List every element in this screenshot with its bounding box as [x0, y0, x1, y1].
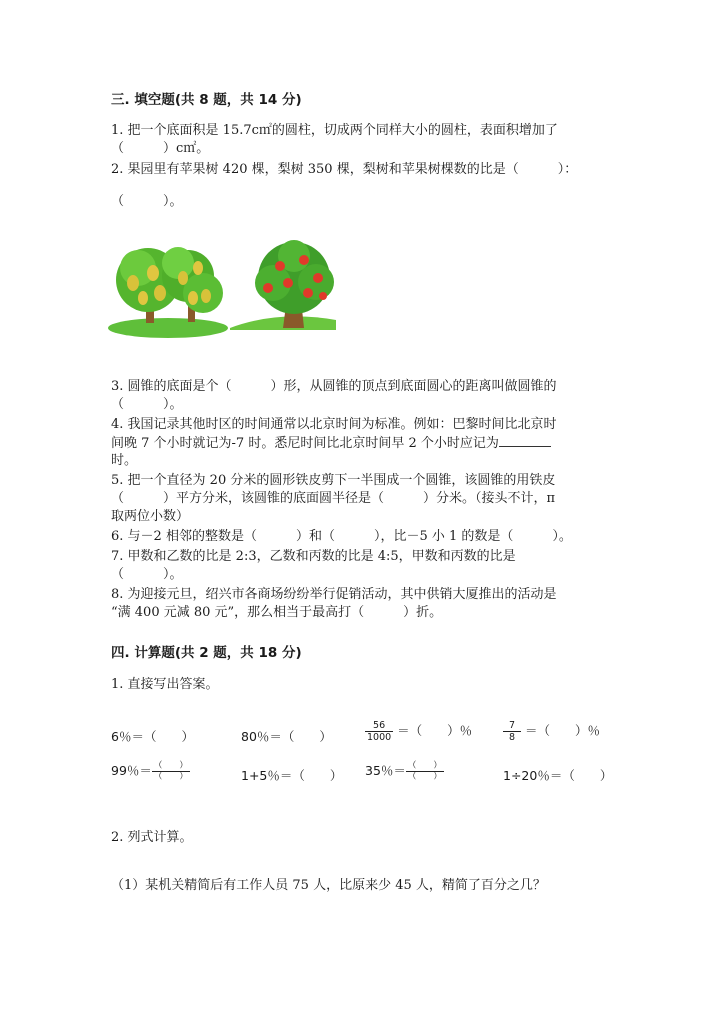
fraction	[152, 761, 190, 782]
q4-line1: 4. 我国记录其他时区的时间通常以北京时间为标准。例如：巴黎时间比北京时	[111, 417, 557, 432]
q4-line3: 时。	[111, 453, 138, 468]
answer-blank	[499, 434, 551, 447]
fraction-denominator: 8	[509, 732, 516, 743]
fraction	[406, 761, 444, 782]
calc-item-6: 1+5％＝（ ）	[241, 768, 343, 783]
q1-line2: （ ）c㎡。	[111, 141, 210, 156]
apple-tree-image	[230, 240, 336, 330]
calc-item-1: 6％＝（ ）	[111, 729, 194, 744]
calc-item-7	[365, 761, 444, 782]
q1-line1: 1. 把一个底面积是 15.7c㎡的圆柱，切成两个同样大小的圆柱，表面积增加了	[111, 123, 558, 138]
q5-line2: （ ）平方分米，该圆锥的底面圆半径是（ ）分米。（接头不计，π	[111, 491, 556, 506]
calc-q2-title: 2. 列式计算。	[111, 830, 193, 845]
q2-line1: 2. 果园里有苹果树 420 棵，梨树 350 棵，梨树和苹果树棵数的比是（ ）：	[111, 162, 578, 177]
q4-line2-wrap	[111, 434, 551, 453]
calc-q1-title: 1. 直接写出答案。	[111, 677, 219, 692]
calc-item-5	[111, 761, 190, 782]
q2-line2: （ ）。	[111, 194, 183, 209]
q8-line2: “满 400 元减 80 元”，那么相当于最高打（ ）折。	[111, 605, 443, 620]
q8-line1: 8. 为迎接元旦，绍兴市各商场纷纷举行促销活动，其中供销大厦推出的活动是	[111, 587, 557, 602]
q6-line1: 6. 与－2 相邻的整数是（ ）和（ ），比－5 小 1 的数是（ ）。	[111, 529, 572, 544]
calc-item-5-pre: 99％＝	[111, 763, 152, 778]
fraction-denominator: （ ）	[407, 772, 442, 782]
section-3-title: 三. 填空题(共 8 题，共 14 分)	[111, 92, 302, 108]
fraction-numerator: 56	[365, 720, 393, 732]
fraction-numerator: （ ）	[153, 761, 188, 771]
q7-line2: （ ）。	[111, 567, 183, 582]
fraction-denominator: 1000	[367, 732, 392, 743]
q3-line2: （ ）。	[111, 397, 183, 412]
q5-line1: 5. 把一个直径为 20 分米的圆形铁皮剪下一半围成一个圆锥，该圆锥的用铁皮	[111, 473, 556, 488]
q5-line3: 取两位小数）	[111, 509, 190, 524]
calc-item-2: 80％＝（ ）	[241, 729, 332, 744]
fraction-numerator: 7	[503, 720, 521, 732]
calc-item-8: 1÷20％＝（ ）	[503, 768, 613, 783]
pear-trees-image	[108, 247, 228, 338]
fruit-trees-illustration	[108, 238, 338, 338]
q7-line1: 7. 甲数和乙数的比是 2:3，乙数和丙数的比是 4:5，甲数和丙数的比是	[111, 549, 516, 564]
calc-q2-sub1: （1）某机关精简后有工作人员 75 人，比原来少 45 人，精简了百分之几？	[111, 878, 546, 893]
q4-line2: 间晚 7 个小时就记为-7 时。悉尼时间比北京时间早 2 个小时应记为	[111, 436, 499, 451]
calc-item-3-rest: ＝（ ）％	[397, 723, 473, 738]
section-4-title: 四. 计算题(共 2 题，共 18 分)	[111, 645, 302, 661]
calc-item-4	[503, 720, 600, 743]
q3-line1: 3. 圆锥的底面是个（ ）形，从圆锥的顶点到底面圆心的距离叫做圆锥的	[111, 379, 557, 394]
calc-item-4-rest: ＝（ ）％	[525, 723, 601, 738]
fraction	[365, 720, 393, 743]
calc-item-7-pre: 35％＝	[365, 763, 406, 778]
fraction	[503, 720, 521, 743]
calc-item-3	[365, 720, 472, 743]
fraction-denominator: （ ）	[153, 772, 188, 782]
fraction-numerator: （ ）	[407, 761, 442, 771]
